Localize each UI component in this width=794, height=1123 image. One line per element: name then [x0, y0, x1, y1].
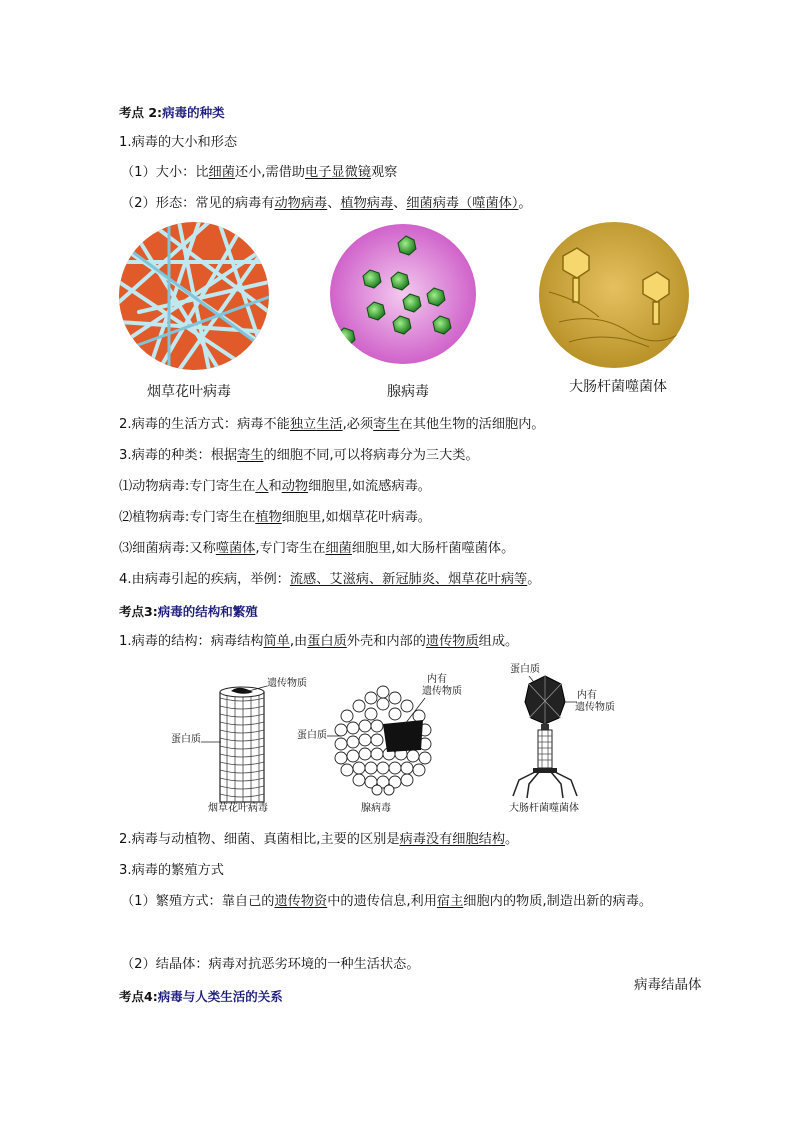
tmv-photo [119, 222, 269, 370]
text: 4.由病毒引起的疾病，举例： [119, 572, 290, 587]
section-label: 考点 2: [119, 105, 163, 120]
underlined-term: 遗传物质 [425, 634, 479, 649]
tmv-leader [245, 682, 269, 694]
underlined-term: 电子显微镜 [305, 165, 371, 180]
phage-inner-label-1: 内有 [577, 690, 597, 701]
section-title: 病毒的种类 [162, 105, 225, 120]
text: 3.病毒的种类：根据 [119, 448, 238, 463]
adenovirus-inner-label-2: 遗传物质 [422, 686, 462, 697]
text: 2.病毒与动植物、细菌、真菌相比,主要的区别是 [119, 832, 400, 847]
text: ,专门寄生在 [255, 541, 326, 556]
text: 2.病毒的生活方式：病毒不能 [119, 417, 290, 432]
underlined-term: 人 [255, 479, 269, 494]
text: 、 [393, 196, 407, 211]
animal-virus-line [119, 478, 431, 496]
adeno-inner-leader [403, 696, 427, 726]
reproduction-line [121, 893, 652, 911]
text: 观察 [370, 165, 398, 180]
underlined-term: 细菌 [325, 541, 352, 556]
text: 的细胞不同,可以将病毒分为三大类。 [263, 448, 479, 463]
text: 细胞里,如烟草花叶病毒。 [281, 510, 431, 525]
text: 1.病毒的结构：病毒结构 [119, 634, 264, 649]
phage-protein-label: 蛋白质 [510, 664, 540, 675]
text: 、 [327, 196, 341, 211]
section-label: 考点4: [119, 989, 158, 1004]
phage-inner-label-2: 遗传物质 [575, 702, 615, 713]
underlined-term: 简单 [263, 634, 290, 649]
adenovirus-inner-label-1: 内有 [427, 674, 447, 685]
phage-inner-leader [557, 700, 577, 704]
underlined-term: 细菌 [208, 165, 235, 180]
text: 和 [268, 479, 282, 494]
underlined-term: 噬菌体 [215, 541, 256, 556]
adenovirus-caption: 腺病毒 [361, 803, 391, 814]
tmv-protein-label: 蛋白质 [171, 734, 201, 745]
underlined-term: 病毒没有细胞结构 [399, 832, 506, 847]
caption-adenovirus: 腺病毒 [387, 384, 429, 400]
text: 。 [505, 832, 519, 847]
underlined-term: 蛋白质 [307, 634, 347, 649]
section-heading-4 [119, 988, 283, 1006]
crystal-caption: 病毒结晶体 [634, 977, 702, 993]
section-heading-2 [119, 104, 225, 122]
section-title: 病毒与人类生活的关系 [157, 989, 283, 1004]
tmv-genetic-label: 遗传物质 [267, 678, 307, 689]
text: 细胞里,如大肠杆菌噬菌体。 [351, 541, 515, 556]
disease-line [119, 571, 540, 589]
plant-virus-line [119, 509, 431, 527]
size-line [121, 164, 397, 182]
adenovirus-protein-label: 蛋白质 [297, 730, 327, 741]
underlined-term: 独立生活 [289, 417, 343, 432]
underlined-term: 遗传物资 [274, 894, 328, 909]
phage-diagram [505, 670, 585, 802]
text: 外壳和内部的 [346, 634, 426, 649]
text: 。 [518, 196, 532, 211]
text: ⑵植物病毒:专门寄生在 [119, 510, 256, 525]
text: 组成。 [478, 634, 519, 649]
underlined-term: 植物病毒 [340, 196, 394, 211]
item-size-shape: 1.病毒的大小和形态 [119, 135, 238, 150]
text: 细胞内的物质,制造出新的病毒。 [463, 894, 653, 909]
underlined-term: 植物 [255, 510, 282, 525]
section-heading-3 [119, 603, 258, 621]
text: 还小,需借助 [234, 165, 306, 180]
text: 细胞里,如流感病毒。 [308, 479, 431, 494]
tmv-caption: 烟草花叶病毒 [208, 803, 268, 814]
underlined-term: 寄生 [237, 448, 264, 463]
text: ⑶细菌病毒:又称 [119, 541, 216, 556]
underlined-term: 宿主 [436, 894, 464, 909]
tmv-protein-leader [201, 740, 221, 744]
phage-protein-leader [527, 676, 539, 688]
section-label: 考点3: [119, 604, 158, 619]
text: （2）形态：常见的病毒有 [121, 196, 275, 211]
text: ⑴动物病毒:专门寄生在 [119, 479, 256, 494]
underlined-term: 动物 [281, 479, 309, 494]
underlined-term: 流感、艾滋病、新冠肺炎、烟草花叶病等 [289, 572, 528, 587]
crystal-line: （2）结晶体：病毒对抗恶劣环境的一种生活状态。 [121, 957, 420, 972]
shape-line [121, 195, 532, 213]
text: ,由 [289, 634, 308, 649]
adeno-protein-leader [327, 734, 341, 738]
bacterial-virus-line [119, 540, 514, 558]
section-title: 病毒的结构和繁殖 [157, 604, 258, 619]
underlined-term: 细菌病毒（噬菌体） [406, 196, 519, 211]
caption-tmv: 烟草花叶病毒 [147, 384, 231, 400]
caption-phage: 大肠杆菌噬菌体 [569, 379, 667, 395]
structure-line [119, 633, 518, 651]
types-line [119, 447, 479, 465]
adenovirus-photo [330, 224, 476, 364]
difference-line [119, 831, 518, 849]
life-line [119, 416, 545, 434]
phage-caption: 大肠杆菌噬菌体 [509, 803, 579, 814]
virus-structure-diagram [165, 660, 635, 820]
tmv-diagram [217, 686, 267, 806]
text: （1）大小：比 [121, 165, 209, 180]
text: ,必须 [342, 417, 374, 432]
text: （1）繁殖方式：靠自己的 [121, 894, 275, 909]
underlined-term: 寄生 [373, 417, 400, 432]
phage-photo [539, 222, 689, 368]
text: 中的遗传信息,利用 [327, 894, 437, 909]
text: 在其他生物的活细胞内。 [399, 417, 545, 432]
underlined-term: 动物病毒 [274, 196, 328, 211]
reproduction-title: 3.病毒的繁殖方式 [119, 863, 224, 878]
text: 。 [527, 572, 541, 587]
